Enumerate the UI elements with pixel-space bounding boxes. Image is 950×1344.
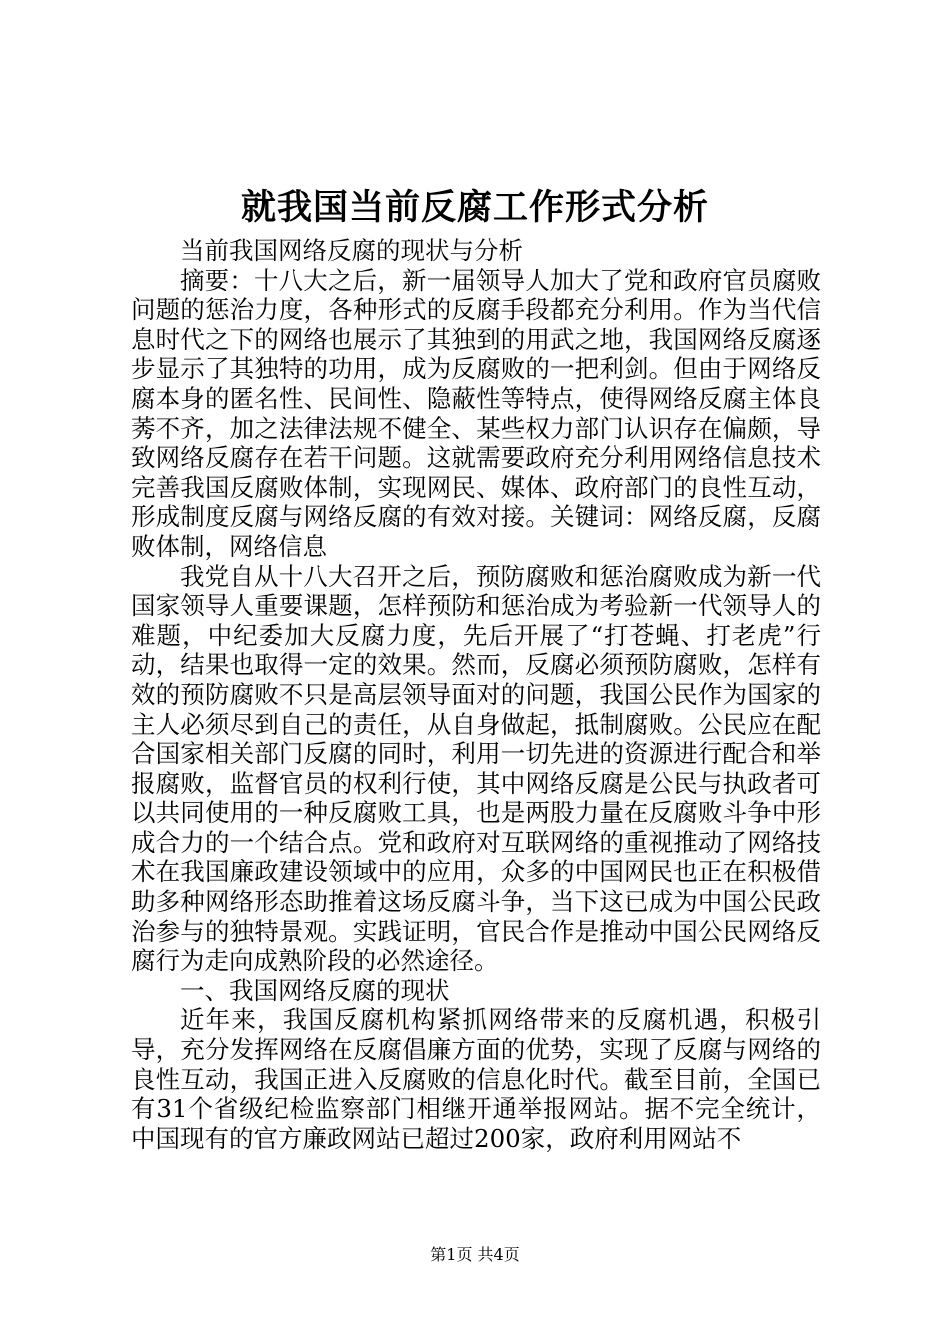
body-paragraph: 我党自从十八大召开之后，预防腐败和惩治腐败成为新一代国家领导人重要课题，怎样预防和惩治成为考验新一代领导人的难题，中纪委加大反腐力度，先后开展了“打苍蝇、打老虎”行动，结果也取得一定的效果。然而，反腐必须预防腐败，怎样有效的预防腐败不只是高层领导面对的问题，我国公民作为国家的主人必须尽到自己的责任，从自身做起，抵制腐败。公民应在配合国家相关部门反腐的同时，利用一切先进的资源进行配合和举报腐败，监督官员的权利行使，其中网络反腐是公民与执政者可以共同使用的一种反腐败工具，也是两股力量在反腐败斗争中形成合力的一个结合点。党和政府对互联网络的重视推动了网络技术在我国廉政建设领域中的应用，众多的中国网民也正在积极借助多种网络形态助推着这场反腐斗争，当下这已成为中国公民政治参与的独特景观。实践证明，官民合作是推动中国公民网络反腐行为走向成熟阶段的必然途径。 [131,561,821,976]
document-body [131,236,821,1153]
section-heading: 一、我国网络反腐的现状 [180,975,450,1005]
body-paragraph: 近年来，我国反腐机构紧抓网络带来的反腐机遇，积极引导，充分发挥网络在反腐倡廉方面的优势，实现了反腐与网络的良性互动，我国正进入反腐败的信息化时代。截至目前，全国已有31个省级纪检监察部门相继开通举报网站。据不完全统计，中国现有的官方廉政网站已超过200家，政府利用网站不 [131,1005,821,1153]
section-heading: 当前我国网络反腐的现状与分析 [180,236,523,265]
document-title: 就我国当前反腐工作形式分析 [240,187,709,228]
abstract-paragraph: 摘要：十八大之后，新一届领导人加大了党和政府官员腐败问题的惩治力度，各种形式的反腐手段都充分利用。作为当代信息时代之下的网络也展示了其独到的用武之地，我国网络反腐逐步显示了其独特的功用，成为反腐败的一把利剑。但由于网络反腐本身的匿名性、民间性、隐蔽性等特点，使得网络反腐主体良莠不齐，加之法律法规不健全、某些权力部门认识存在偏颇，导致网络反腐存在若干问题。这就需要政府充分利用网络信息技术完善我国反腐败体制，实现网民、媒体、政府部门的良性互动，形成制度反腐与网络反腐的有效对接。关键词：网络反腐，反腐败体制，网络信息 [131,265,821,561]
page-footer: 第1页 共4页 [430,1245,520,1264]
